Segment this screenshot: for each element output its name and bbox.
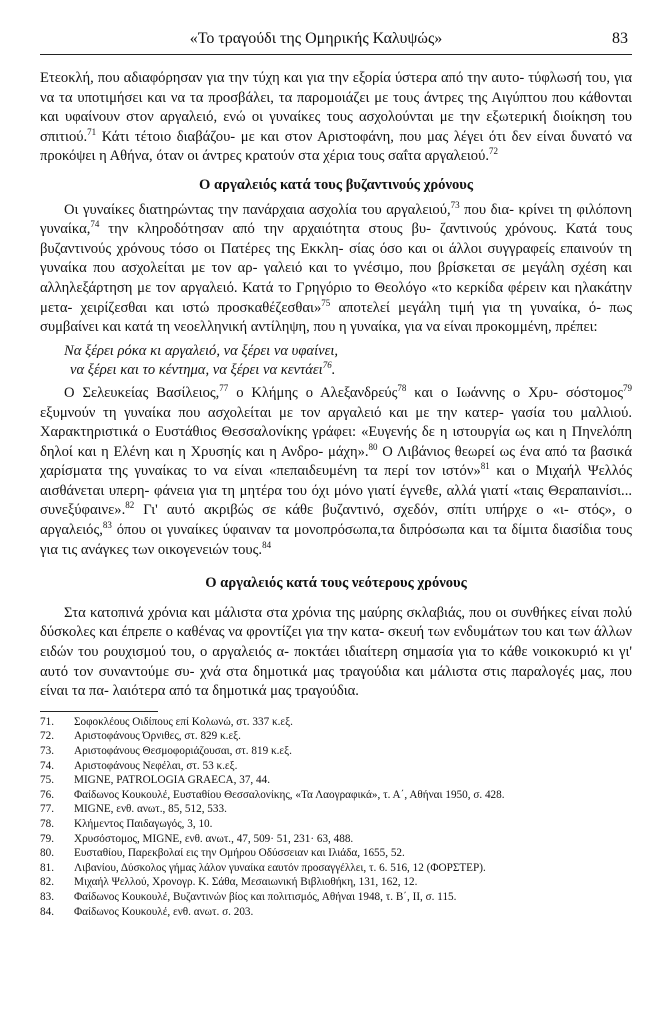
verse-line: Να ξέρει ρόκα κι αργαλειό, να ξέρει να υφαίνει, — [64, 342, 339, 359]
folk-song-verse — [40, 342, 632, 381]
text-line: όταν οι άντρες κρατούν στα χέρια τους σαΐτα αργαλειού. — [156, 148, 489, 165]
paragraph-modern-1 — [40, 604, 632, 702]
footnote — [40, 773, 632, 788]
footnote-text: Αριστοφάνους Θεσμοφοριάζουσαι, στ. 819 κ.εξ. — [74, 745, 292, 757]
footnote-ref: 71 — [87, 126, 97, 137]
footnote-ref: 79 — [623, 383, 633, 394]
footnote — [40, 890, 632, 905]
footnote-text: Αριστοφάνους Όρνιθες, στ. 829 κ.εξ. — [74, 730, 241, 743]
verse-line — [40, 361, 632, 381]
footnote-number: 81. — [40, 861, 54, 874]
footnote-ref: 78 — [397, 383, 407, 394]
text-run: Ο Λιβάνιος θεωρεί ως ένα από τα βασικά χαρίσματα της γυναίκας το να — [40, 443, 632, 480]
footnote-ref: 84 — [262, 539, 272, 550]
text-run: σόστομος — [565, 384, 624, 401]
footnote — [40, 759, 632, 774]
text-run: σίας όσο και οι άλλοι συγγραφείς επαινούν τη γυναίκα που ασχολείται με τον αρ- — [40, 240, 633, 277]
footnote — [40, 832, 632, 847]
text-run: όπου οι γυναίκες ύφαιναν τα μονοπρόσωπα,τα διπρόσωπα και — [111, 522, 489, 539]
footnote-text: Αριστοφάνους Νεφέλαι, στ. 53 κ.εξ. — [74, 759, 238, 772]
footnote-number: 78. — [40, 817, 54, 830]
text-line: με και στον Αριστοφάνη, που μας λέγει ότι δεν είναι δυνατό να προκόψει η Αθήνα, — [40, 128, 632, 165]
footnote-number: 75. — [40, 774, 54, 787]
footnote-ref: 83 — [102, 520, 112, 531]
intro-paragraph — [40, 69, 632, 167]
paragraph-byzantine-1 — [40, 201, 632, 338]
footnote-ref: 75 — [321, 297, 331, 308]
footnote-number: 72. — [40, 730, 54, 743]
text-run: Ο Σελευκείας Βασίλειος, — [64, 384, 220, 401]
verse-text: να ξέρει και το κέντημα, να ξέρει να κεντάει — [70, 362, 323, 379]
footnote-number: 84. — [40, 905, 54, 918]
text-run: τα δίμιτα διασίδια τους για τις ανάγκες των οικογενειών τους. — [40, 522, 632, 558]
text-run: αποτελεί μεγάλη τιμή για τη γυναίκα, ό- — [330, 299, 602, 316]
footnote-text: Κλήμεντος Παιδαγωγός, 3, 10. — [74, 817, 213, 830]
footnote-separator — [40, 711, 158, 712]
paragraph-byzantine-2 — [40, 384, 632, 560]
text-run: συνθήκες είναι πολύ δύσκολες και έπρεπε ο καθένας να φροντίζει για την κατα- — [40, 604, 632, 641]
footnote-number: 80. — [40, 847, 54, 860]
footnote-text: Χρυσόστομος, MIGNE, ενθ. ανωτ., 47, 509· 51, 231· 63, 488. — [74, 832, 354, 845]
text-run: χνά στα δημοτικά μας τραγούδια και μάλιστα στις παραλογές μας, που είναι τα πα- — [40, 663, 632, 700]
footnote-text: Λιβανίου, Δύσκολος γήμας λάλον γυναίκα εαυτόν προσαγγέλλει, τ. 6. 516, 12 (ΦΟΡΣΤΕΡ). — [74, 861, 486, 874]
main-text — [40, 69, 632, 702]
footnote-number: 79. — [40, 832, 54, 845]
section-heading-modern: Ο αργαλειός κατά τους νεότερους χρόνους — [205, 575, 467, 592]
text-run: εξυμνούν τη γυναίκα που ασχολείται με τον αργαλειό και με την κατερ- — [40, 404, 504, 421]
footnote — [40, 861, 632, 876]
footnote-ref: 74 — [90, 219, 100, 230]
footnote-number: 83. — [40, 890, 54, 903]
footnote-text: Φαίδωνος Κουκουλέ, ενθ. ανωτ. σ. 203. — [74, 905, 254, 918]
footnote-ref: 73 — [450, 199, 460, 210]
footnote-ref: 81 — [480, 461, 490, 472]
text-run: μάχη». — [328, 443, 369, 460]
footnote — [40, 846, 632, 861]
running-title: «Το τραγούδι της Ομηρικής Καλυψώς» — [189, 30, 443, 47]
text-run: γαλειό και το γνέσιμο, που βρίσκεται σε μεγάλη σχέση και αλληλεξάρτηση με τον — [40, 260, 632, 296]
text-run: γασία του μαλλιού. Χαρακτηριστικά ο Ευστάθιος Θεσσαλονίκης γράφει: «Ευγενής — [40, 404, 632, 441]
verse-punct: . — [331, 362, 336, 379]
footnote-ref: 80 — [368, 441, 378, 452]
section-heading-byzantine: Ο αργαλειός κατά τους βυζαντινούς χρόνους — [198, 176, 473, 193]
text-run: Γι' αυτό ακριβώς σε κάθε βυζαντινό, σχεδόν, σπίτι υπήρχε ο «ι- — [134, 502, 569, 519]
footnote-ref: 82 — [125, 500, 135, 511]
text-line: Ετεοκλή, που αδιαφόρησαν για την τύχη και για την εξορία ύστερα από την αυτο- — [40, 70, 525, 86]
footnote-text: Φαίδωνος Κουκουλέ, Βυζαντινών βίος και πολιτισμός, Αθήναι 1948, τ. Β΄, ΙΙ, σ. 115. — [74, 890, 457, 903]
footnote-number: 74. — [40, 759, 54, 772]
text-run: είναι «πεπαιδευμένη τα περί τον ιστόν» — [234, 463, 481, 480]
text-run: και ο Ιωάννης ο Χρυ- — [406, 384, 558, 401]
footnote-text: Σοφοκλέους Οιδίπους επί Κολωνώ, στ. 337 κ.εξ. — [74, 715, 293, 728]
text-run: συνεξύφαινε». — [40, 502, 126, 519]
footnote-ref: 77 — [219, 383, 229, 394]
text-run: και ο Μιχαήλ Ψελλός αισθάνεται υπερη- — [40, 463, 632, 499]
footnote-number: 77. — [40, 803, 54, 816]
text-run: την κληροδότησαν από την αρχαιότητα στους βυ- — [99, 221, 431, 238]
footnote — [40, 905, 632, 920]
text-line: τύφλωσή του, για να τα υποτιμήσει και να τα προσβάλει, τα παρομοιάζει με τους — [40, 70, 632, 106]
footnotes — [40, 715, 632, 919]
footnote-number: 82. — [40, 876, 54, 889]
text-run: Στα κατοπινά χρόνια και μάλιστα στα χρόνια της μαύρης σκλαβιάς, που οι — [64, 604, 507, 621]
footnote-text: Μιχαήλ Ψελλού, Χρονογρ. Κ. Σάθα, Μεσαιωνική Βιβλιοθήκη, 131, 162, 12. — [74, 876, 418, 889]
footnote-ref: 76 — [322, 360, 332, 371]
footnote — [40, 729, 632, 744]
text-run: σκευή των ενδυμάτων του και των άλλων ειδών του ρουχισμού του, ο αργαλειός α- — [40, 624, 632, 661]
text-run: φάνεια για τη μητέρα του όχι μόνο γιατί έγνεθε, αλλά γιατί «ταις Θεραπαινίσι... — [153, 482, 632, 499]
text-run: χειρίζεσθαι και ιστώ προσκαθέζεσθαι» — [80, 299, 322, 316]
text-run: αργαλειό. Κατά το Γρηγόριο το Θεολόγο «το κερκίδα φέρειν και ηλακάτην μετα- — [40, 279, 633, 316]
footnote-text: MIGNE, PATROLOGIA GRAECA, 37, 44. — [74, 774, 270, 787]
text-run: Οι γυναίκες διατηρώντας την πανάρχαια ασχολία του αργαλειού, — [64, 201, 451, 218]
text-run: ζαντινούς χρόνους. Κατά τους βυζαντινούς χρόνους τόσο οι Πατέρες της Εκκλη- — [40, 221, 632, 257]
text-run: ποκτάει ιδιαίτερη σημασία για το κάθε νοικοκυριό κι γι' αυτό τον συναντούμε συ- — [40, 644, 632, 680]
footnote-number: 76. — [40, 788, 54, 801]
footnote-text: Φαίδωνος Κουκουλέ, Ευσταθίου Θεσσαλονίκης, «Τα Λαογραφικά», τ. Α΄, Αθήναι 1950, σ. 428. — [74, 788, 505, 801]
footnote — [40, 788, 632, 803]
footnote — [40, 802, 632, 817]
page-header — [40, 28, 632, 55]
footnote-number: 71. — [40, 715, 54, 728]
page-number: 83 — [612, 30, 628, 47]
footnote-ref: 72 — [488, 146, 498, 157]
footnote — [40, 817, 632, 832]
text-run: κρίνει τη φιλόπονη γυναίκα, — [40, 201, 632, 238]
text-run: προκομμένη, πρέπει: — [475, 319, 598, 336]
text-run: στός», ο αργαλειός, — [40, 502, 632, 539]
text-line: τους ασχολούνται με την εξωτερική διοίκηση του σπιτιού. — [40, 109, 632, 145]
footnote — [40, 715, 632, 730]
text-run: πως συμβαίνει και κατά τη νεοελληνική αντίληψη, που η γυναίκα, για να είναι — [40, 299, 632, 336]
text-line: Κάτι τέτοιο διαβάζου- — [96, 128, 236, 145]
footnote-text: Ευσταθίου, Παρεκβολαί εις την Ομήρου Οδύσσειαν και Ιλιάδα, 1655, 52. — [74, 847, 405, 860]
footnote-text: MIGNE, ενθ. ανωτ., 85, 512, 533. — [74, 803, 227, 816]
text-run: λαιότερα από τα δημοτικά μας τραγούδια. — [112, 683, 359, 700]
text-run: που δια- — [459, 201, 514, 218]
footnote-number: 73. — [40, 745, 54, 757]
footnote — [40, 744, 632, 759]
text-run: ο Κλήμης ο Αλεξανδρεύς — [228, 384, 398, 401]
book-page — [40, 28, 632, 919]
text-line: άντρες της Αιγύπτου που κάθονται και υφαίνουν στον αργαλειό, ενώ οι γυναίκες — [40, 89, 633, 126]
text-run: δε η ιστουργία ως και η Πηνελόπη δηλοί και η Ελένη και η Χρυσηίς και η Ανδρο- — [40, 424, 632, 460]
footnote — [40, 875, 632, 890]
